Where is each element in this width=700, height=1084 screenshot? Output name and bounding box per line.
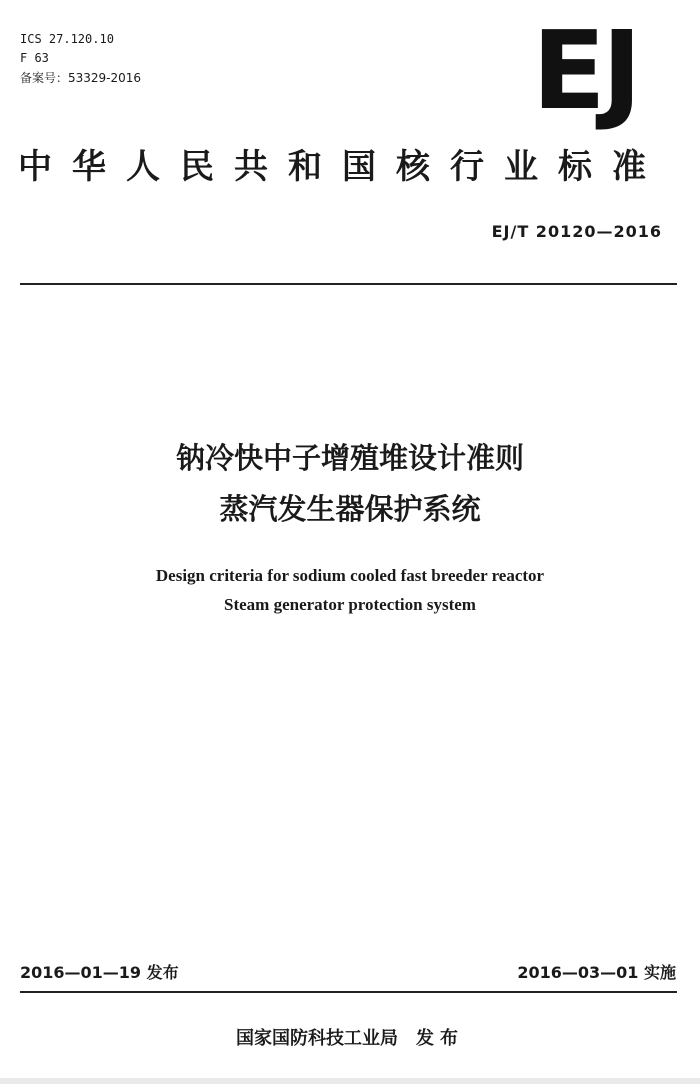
title-cn-line1: 钠冷快中子增殖堆设计准则: [175, 441, 524, 475]
filing-number: 备案号：53329-2016: [20, 71, 142, 85]
title-cn-line2: 蒸汽发生器保护系统: [219, 492, 481, 526]
publisher-name: 国家国防科技工业局: [236, 1028, 398, 1049]
title-en-line1: Design criteria for sodium cooled fast breeder reactor: [155, 566, 545, 585]
bottom-divider: [20, 991, 677, 993]
page-edge: [0, 1078, 700, 1084]
ics-code: ICS 27.120.10: [20, 32, 114, 46]
publisher: [0, 1024, 700, 1050]
issue-date: 2016—01—19 发布: [20, 963, 179, 982]
top-divider: [20, 283, 677, 285]
standard-number: EJ/T 20120—2016: [491, 222, 662, 241]
publisher-action: 发布: [416, 1028, 464, 1049]
ej-logo: EJ: [532, 9, 638, 134]
standard-category: 中华人民共和国核行业标准: [18, 147, 666, 187]
classification-code: F 63: [20, 51, 49, 65]
title-en-line2: Steam generator protection system: [224, 595, 476, 614]
implementation-date: 2016—03—01 实施: [517, 963, 676, 982]
